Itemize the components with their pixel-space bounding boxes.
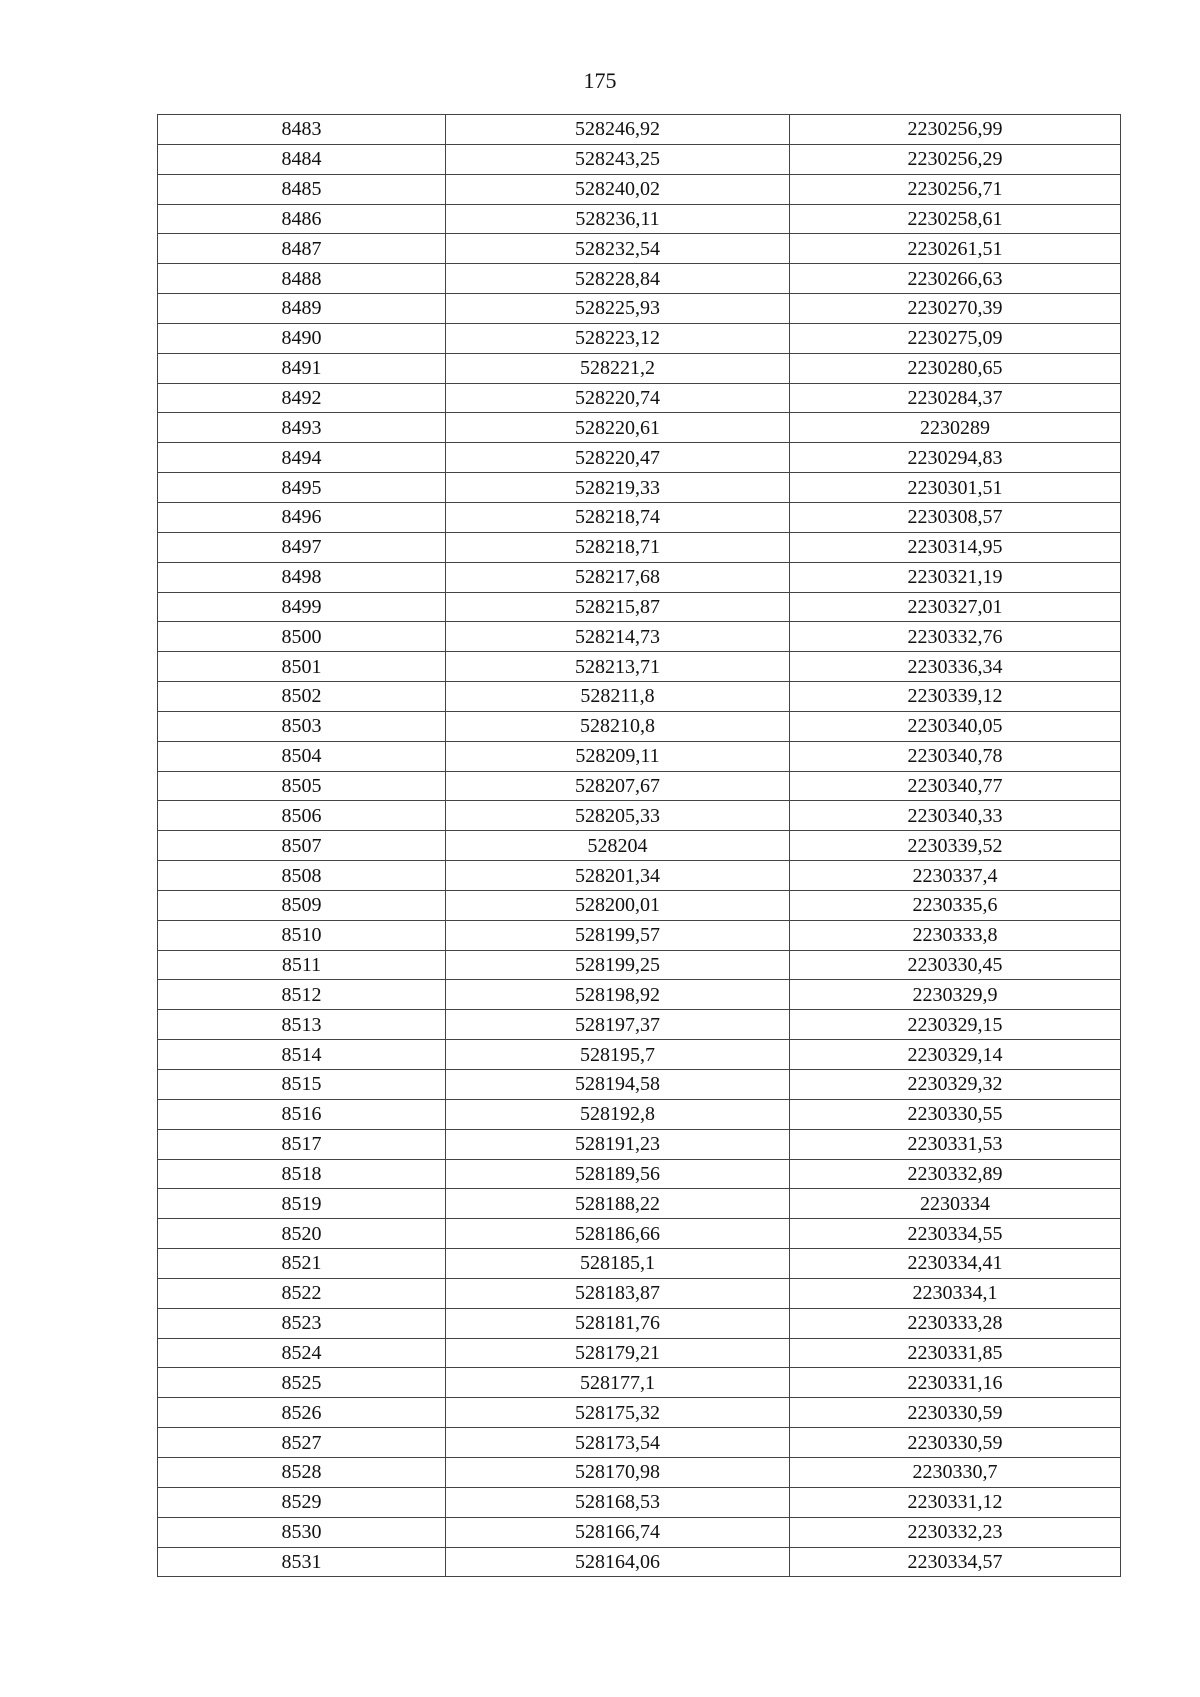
point-number-cell: 8487 — [158, 234, 446, 264]
x-coordinate-cell: 528181,76 — [446, 1308, 790, 1338]
x-coordinate-cell: 528168,53 — [446, 1487, 790, 1517]
point-number-cell: 8523 — [158, 1308, 446, 1338]
y-coordinate-cell: 2230339,12 — [790, 682, 1121, 712]
y-coordinate-cell: 2230335,6 — [790, 890, 1121, 920]
table-row — [158, 532, 1121, 562]
point-number-cell: 8524 — [158, 1338, 446, 1368]
point-number-cell: 8516 — [158, 1099, 446, 1129]
y-coordinate-cell: 2230280,65 — [790, 353, 1121, 383]
point-number-cell: 8503 — [158, 711, 446, 741]
x-coordinate-cell: 528215,87 — [446, 592, 790, 622]
point-number-cell: 8526 — [158, 1398, 446, 1428]
table-row — [158, 831, 1121, 861]
y-coordinate-cell: 2230331,16 — [790, 1368, 1121, 1398]
point-number-cell: 8502 — [158, 682, 446, 712]
table-row — [158, 294, 1121, 324]
table-row — [158, 861, 1121, 891]
table-row — [158, 1428, 1121, 1458]
point-number-cell: 8517 — [158, 1129, 446, 1159]
table-row — [158, 622, 1121, 652]
table-row — [158, 1338, 1121, 1368]
x-coordinate-cell: 528225,93 — [446, 294, 790, 324]
point-number-cell: 8488 — [158, 264, 446, 294]
table-row — [158, 950, 1121, 980]
x-coordinate-cell: 528218,71 — [446, 532, 790, 562]
point-number-cell: 8530 — [158, 1517, 446, 1547]
y-coordinate-cell: 2230340,33 — [790, 801, 1121, 831]
x-coordinate-cell: 528183,87 — [446, 1278, 790, 1308]
page-number: 175 — [583, 68, 617, 93]
point-number-cell: 8497 — [158, 532, 446, 562]
y-coordinate-cell: 2230332,23 — [790, 1517, 1121, 1547]
point-number-cell: 8484 — [158, 144, 446, 174]
y-coordinate-cell: 2230329,9 — [790, 980, 1121, 1010]
point-number-cell: 8529 — [158, 1487, 446, 1517]
x-coordinate-cell: 528188,22 — [446, 1189, 790, 1219]
y-coordinate-cell: 2230256,99 — [790, 115, 1121, 145]
table-row — [158, 353, 1121, 383]
y-coordinate-cell: 2230333,28 — [790, 1308, 1121, 1338]
table-row — [158, 1398, 1121, 1428]
x-coordinate-cell: 528192,8 — [446, 1099, 790, 1129]
point-number-cell: 8493 — [158, 413, 446, 443]
x-coordinate-cell: 528214,73 — [446, 622, 790, 652]
point-number-cell: 8507 — [158, 831, 446, 861]
x-coordinate-cell: 528232,54 — [446, 234, 790, 264]
y-coordinate-cell: 2230258,61 — [790, 204, 1121, 234]
y-coordinate-cell: 2230333,8 — [790, 920, 1121, 950]
y-coordinate-cell: 2230340,78 — [790, 741, 1121, 771]
table-row — [158, 1189, 1121, 1219]
point-number-cell: 8494 — [158, 443, 446, 473]
y-coordinate-cell: 2230339,52 — [790, 831, 1121, 861]
y-coordinate-cell: 2230329,15 — [790, 1010, 1121, 1040]
point-number-cell: 8531 — [158, 1547, 446, 1577]
y-coordinate-cell: 2230301,51 — [790, 473, 1121, 503]
point-number-cell: 8483 — [158, 115, 446, 145]
y-coordinate-cell: 2230330,55 — [790, 1099, 1121, 1129]
x-coordinate-cell: 528200,01 — [446, 890, 790, 920]
y-coordinate-cell: 2230331,12 — [790, 1487, 1121, 1517]
point-number-cell: 8512 — [158, 980, 446, 1010]
point-number-cell: 8522 — [158, 1278, 446, 1308]
point-number-cell: 8492 — [158, 383, 446, 413]
x-coordinate-cell: 528243,25 — [446, 144, 790, 174]
table-row — [158, 1219, 1121, 1249]
table-row — [158, 264, 1121, 294]
table-row — [158, 562, 1121, 592]
table-row — [158, 473, 1121, 503]
table-row — [158, 204, 1121, 234]
x-coordinate-cell: 528164,06 — [446, 1547, 790, 1577]
table-row — [158, 234, 1121, 264]
table-row — [158, 1159, 1121, 1189]
table-row — [158, 1010, 1121, 1040]
table-row — [158, 1099, 1121, 1129]
x-coordinate-cell: 528207,67 — [446, 771, 790, 801]
y-coordinate-cell: 2230261,51 — [790, 234, 1121, 264]
x-coordinate-cell: 528220,74 — [446, 383, 790, 413]
y-coordinate-cell: 2230289 — [790, 413, 1121, 443]
y-coordinate-cell: 2230308,57 — [790, 502, 1121, 532]
y-coordinate-cell: 2230334,1 — [790, 1278, 1121, 1308]
point-number-cell: 8525 — [158, 1368, 446, 1398]
y-coordinate-cell: 2230330,7 — [790, 1457, 1121, 1487]
point-number-cell: 8498 — [158, 562, 446, 592]
x-coordinate-cell: 528199,25 — [446, 950, 790, 980]
x-coordinate-cell: 528221,2 — [446, 353, 790, 383]
table-row — [158, 592, 1121, 622]
x-coordinate-cell: 528219,33 — [446, 473, 790, 503]
table-row — [158, 711, 1121, 741]
point-number-cell: 8485 — [158, 174, 446, 204]
y-coordinate-cell: 2230337,4 — [790, 861, 1121, 891]
y-coordinate-cell: 2230336,34 — [790, 652, 1121, 682]
x-coordinate-cell: 528236,11 — [446, 204, 790, 234]
point-number-cell: 8514 — [158, 1040, 446, 1070]
x-coordinate-cell: 528197,37 — [446, 1010, 790, 1040]
point-number-cell: 8490 — [158, 323, 446, 353]
y-coordinate-cell: 2230256,71 — [790, 174, 1121, 204]
x-coordinate-cell: 528211,8 — [446, 682, 790, 712]
x-coordinate-cell: 528186,66 — [446, 1219, 790, 1249]
x-coordinate-cell: 528204 — [446, 831, 790, 861]
table-row — [158, 682, 1121, 712]
y-coordinate-cell: 2230332,89 — [790, 1159, 1121, 1189]
point-number-cell: 8500 — [158, 622, 446, 652]
x-coordinate-cell: 528205,33 — [446, 801, 790, 831]
y-coordinate-cell: 2230332,76 — [790, 622, 1121, 652]
x-coordinate-cell: 528201,34 — [446, 861, 790, 891]
point-number-cell: 8499 — [158, 592, 446, 622]
point-number-cell: 8528 — [158, 1457, 446, 1487]
table-row — [158, 323, 1121, 353]
y-coordinate-cell: 2230256,29 — [790, 144, 1121, 174]
y-coordinate-cell: 2230334 — [790, 1189, 1121, 1219]
x-coordinate-cell: 528198,92 — [446, 980, 790, 1010]
table-row — [158, 413, 1121, 443]
x-coordinate-cell: 528189,56 — [446, 1159, 790, 1189]
point-number-cell: 8521 — [158, 1249, 446, 1279]
y-coordinate-cell: 2230331,53 — [790, 1129, 1121, 1159]
table-row — [158, 1040, 1121, 1070]
table-row — [158, 1517, 1121, 1547]
table-row — [158, 652, 1121, 682]
point-number-cell: 8486 — [158, 204, 446, 234]
y-coordinate-cell: 2230331,85 — [790, 1338, 1121, 1368]
y-coordinate-cell: 2230284,37 — [790, 383, 1121, 413]
point-number-cell: 8489 — [158, 294, 446, 324]
point-number-cell: 8504 — [158, 741, 446, 771]
table-row — [158, 1487, 1121, 1517]
point-number-cell: 8506 — [158, 801, 446, 831]
table-row — [158, 174, 1121, 204]
x-coordinate-cell: 528194,58 — [446, 1070, 790, 1100]
y-coordinate-cell: 2230340,77 — [790, 771, 1121, 801]
x-coordinate-cell: 528173,54 — [446, 1428, 790, 1458]
table-row — [158, 1368, 1121, 1398]
point-number-cell: 8527 — [158, 1428, 446, 1458]
x-coordinate-cell: 528191,23 — [446, 1129, 790, 1159]
x-coordinate-cell: 528210,8 — [446, 711, 790, 741]
y-coordinate-cell: 2230334,57 — [790, 1547, 1121, 1577]
y-coordinate-cell: 2230330,59 — [790, 1398, 1121, 1428]
x-coordinate-cell: 528217,68 — [446, 562, 790, 592]
point-number-cell: 8515 — [158, 1070, 446, 1100]
point-number-cell: 8505 — [158, 771, 446, 801]
table-row — [158, 890, 1121, 920]
table-row — [158, 443, 1121, 473]
y-coordinate-cell: 2230330,45 — [790, 950, 1121, 980]
table-row — [158, 771, 1121, 801]
table-row — [158, 115, 1121, 145]
x-coordinate-cell: 528175,32 — [446, 1398, 790, 1428]
y-coordinate-cell: 2230314,95 — [790, 532, 1121, 562]
x-coordinate-cell: 528220,47 — [446, 443, 790, 473]
table-row — [158, 980, 1121, 1010]
coordinates-table — [157, 114, 1121, 1577]
y-coordinate-cell: 2230340,05 — [790, 711, 1121, 741]
x-coordinate-cell: 528218,74 — [446, 502, 790, 532]
x-coordinate-cell: 528240,02 — [446, 174, 790, 204]
point-number-cell: 8509 — [158, 890, 446, 920]
point-number-cell: 8496 — [158, 502, 446, 532]
table-row — [158, 1070, 1121, 1100]
table-row — [158, 1278, 1121, 1308]
y-coordinate-cell: 2230329,32 — [790, 1070, 1121, 1100]
x-coordinate-cell: 528220,61 — [446, 413, 790, 443]
x-coordinate-cell: 528223,12 — [446, 323, 790, 353]
x-coordinate-cell: 528195,7 — [446, 1040, 790, 1070]
x-coordinate-cell: 528209,11 — [446, 741, 790, 771]
table-row — [158, 1129, 1121, 1159]
table-row — [158, 1457, 1121, 1487]
x-coordinate-cell: 528177,1 — [446, 1368, 790, 1398]
point-number-cell: 8510 — [158, 920, 446, 950]
y-coordinate-cell: 2230329,14 — [790, 1040, 1121, 1070]
table-row — [158, 1249, 1121, 1279]
y-coordinate-cell: 2230270,39 — [790, 294, 1121, 324]
y-coordinate-cell: 2230334,41 — [790, 1249, 1121, 1279]
x-coordinate-cell: 528185,1 — [446, 1249, 790, 1279]
point-number-cell: 8519 — [158, 1189, 446, 1219]
point-number-cell: 8501 — [158, 652, 446, 682]
x-coordinate-cell: 528170,98 — [446, 1457, 790, 1487]
y-coordinate-cell: 2230330,59 — [790, 1428, 1121, 1458]
point-number-cell: 8495 — [158, 473, 446, 503]
y-coordinate-cell: 2230275,09 — [790, 323, 1121, 353]
table-row — [158, 801, 1121, 831]
table-row — [158, 502, 1121, 532]
table-row — [158, 383, 1121, 413]
point-number-cell: 8491 — [158, 353, 446, 383]
y-coordinate-cell: 2230334,55 — [790, 1219, 1121, 1249]
x-coordinate-cell: 528246,92 — [446, 115, 790, 145]
y-coordinate-cell: 2230266,63 — [790, 264, 1121, 294]
point-number-cell: 8511 — [158, 950, 446, 980]
table-row — [158, 144, 1121, 174]
y-coordinate-cell: 2230321,19 — [790, 562, 1121, 592]
x-coordinate-cell: 528228,84 — [446, 264, 790, 294]
table-row — [158, 1547, 1121, 1577]
point-number-cell: 8518 — [158, 1159, 446, 1189]
point-number-cell: 8513 — [158, 1010, 446, 1040]
point-number-cell: 8508 — [158, 861, 446, 891]
table-row — [158, 741, 1121, 771]
x-coordinate-cell: 528199,57 — [446, 920, 790, 950]
y-coordinate-cell: 2230294,83 — [790, 443, 1121, 473]
x-coordinate-cell: 528179,21 — [446, 1338, 790, 1368]
coordinates-table-body — [158, 115, 1121, 1577]
x-coordinate-cell: 528166,74 — [446, 1517, 790, 1547]
table-row — [158, 920, 1121, 950]
x-coordinate-cell: 528213,71 — [446, 652, 790, 682]
y-coordinate-cell: 2230327,01 — [790, 592, 1121, 622]
point-number-cell: 8520 — [158, 1219, 446, 1249]
table-row — [158, 1308, 1121, 1338]
